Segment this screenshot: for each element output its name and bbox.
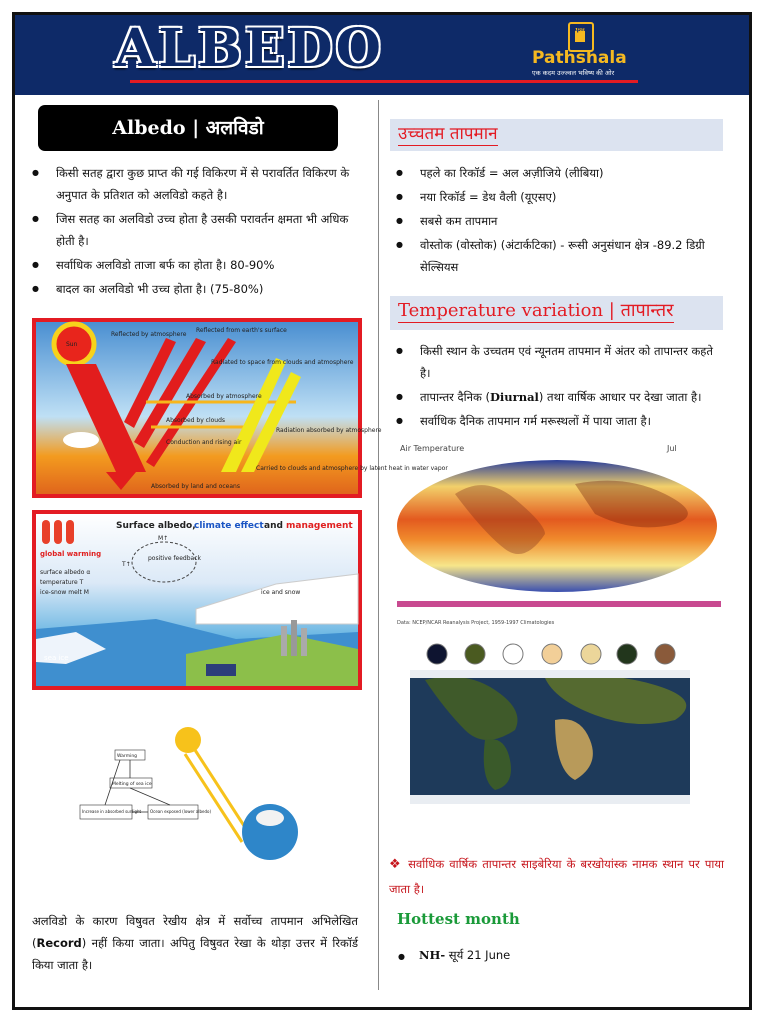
list-item: ● सबसे कम तापमान	[396, 210, 726, 232]
highest-temp-bullet-list	[396, 162, 726, 280]
logo-small-text: Apni	[572, 26, 588, 33]
fig1-label: Radiation absorbed by atmosphere	[276, 427, 382, 434]
albedo-world-map	[405, 640, 695, 805]
swatch-icon	[617, 644, 637, 664]
siberia-note: ❖ सर्वाधिक वार्षिक तापान्तर साइबेरिया के बरखोयांस्क नामक स्थान पर पाया जाता है।	[389, 857, 725, 896]
list-item: ● वोस्तोक (वोस्तोक) (अंटार्कटिका) - रूसी अनुसंधान क्षेत्र -89.2 डिग्री सेल्सियस	[396, 234, 726, 278]
color-scale	[397, 601, 721, 607]
fig3-label: Melting of sea ice	[112, 782, 152, 787]
page-title: ALBEDO	[115, 18, 384, 79]
swatch-icon	[542, 644, 562, 664]
albedo-paragraph: अलविडो के कारण विषुवत रेखीय क्षेत्र में सर्वोच्च तापमान अभिलेखित (Record) नहीं किया जाता। अपितु विषुवत रेखा के थोड़ा उत्तर में रिकॉर्ड किया जाता है।	[32, 914, 358, 972]
logo-tagline: एक कदम उज्ज्वल भविष्य की ओर	[532, 69, 615, 77]
swatch-icon	[655, 644, 675, 664]
fig2-title: and	[264, 521, 283, 531]
fig2-title: management	[286, 521, 353, 531]
thermometer-icon	[42, 520, 50, 544]
albedo-bullet-list	[32, 162, 360, 302]
fig3-label: Ocean exposed (lower albedo)	[150, 809, 212, 814]
thermometer-icon	[54, 520, 62, 544]
fig1-label: Radiated to space from clouds and atmosphere	[211, 359, 354, 366]
fig1-label: Conduction and rising air	[166, 439, 242, 446]
fig3-label: Warming	[117, 754, 138, 759]
fig2-title: climate effect	[194, 521, 264, 531]
diurnal-bold: Diurnal	[489, 390, 539, 404]
list-item: ● किसी सतह द्वारा कुछ प्राप्त की गई विकिरण में से परावर्तित विकिरण के अनुपात के प्रतिशत को अलविडो कहते है।	[32, 162, 360, 206]
map-title: Air Temperature	[400, 444, 465, 453]
air-temperature-map	[395, 442, 725, 632]
surface-albedo-figure	[32, 510, 362, 690]
map-source: Data: NCEP/NCAR Reanalysis Project, 1959-1997 Climatologies	[397, 620, 555, 626]
feedback-loop	[132, 542, 196, 582]
section-heading-highest-temp: उच्चतम तापमान	[390, 119, 723, 151]
fig1-label: Absorbed by atmosphere	[186, 393, 262, 400]
thermometer-icon	[66, 520, 74, 544]
list-item: ● नया रिकॉर्ड = डेथ वैली (यूएसए)	[396, 186, 726, 208]
list-item: ● जिस सतह का अलविडो उच्च होता है उसकी परावर्तन क्षमता भी अधिक होती है।	[32, 208, 360, 252]
nh-bullet: ● NH- सूर्य 21 June	[398, 948, 511, 962]
fig2-label: surface albedo α	[40, 569, 91, 576]
fig3-label: Increase in absorbed sunlight	[82, 809, 142, 814]
temperature-map-graphic	[395, 454, 725, 624]
cloud-icon	[63, 432, 99, 448]
record-bold: Record	[36, 936, 82, 950]
fig1-label: Absorbed by clouds	[166, 417, 226, 424]
map-month: Jul	[667, 444, 677, 453]
fig2-label: positive feedback	[148, 555, 202, 562]
fig2-title: Surface albedo,	[116, 521, 196, 531]
fig1-sun-label: Sun	[66, 341, 78, 348]
fig2-label: M↑	[158, 535, 169, 542]
albedo-map-graphic	[405, 640, 695, 805]
section-heading-temp-variation: Temperature variation | तापान्तर	[390, 296, 723, 330]
brand-logo	[532, 22, 632, 82]
fig2-label: T↑	[122, 561, 131, 568]
swatch-icon	[427, 644, 447, 664]
list-item: ● तापान्तर दैनिक (Diurnal) तथा वार्षिक आधार पर देखा जाता है।	[396, 386, 726, 408]
list-item: ● बादल का अलविडो भी उच्च होता है। (75-80%)	[32, 278, 360, 300]
hottest-month-heading: Hottest month	[397, 910, 520, 928]
fig1-label: Reflected by atmosphere	[111, 331, 187, 338]
list-item: ● सर्वाधिक दैनिक तापमान गर्म मरूस्थलों में पाया जाता है।	[396, 410, 726, 432]
column-divider	[378, 100, 379, 990]
logo-name: Pathshala	[532, 48, 627, 68]
albedo-heading: Albedo | अलविडो	[38, 105, 338, 151]
fig1-label: Reflected from earth's surface	[196, 327, 287, 334]
fig2-label: sea ice	[44, 654, 69, 662]
ice-albedo-feedback-figure	[60, 710, 350, 875]
world-map	[397, 460, 717, 592]
star-bullet-icon: ❖	[389, 857, 403, 872]
fig2-label: ice and snow	[261, 589, 301, 596]
list-item: ● सर्वाधिक अलविडो ताजा बर्फ का होता है। 80-90%	[32, 254, 360, 276]
building-icon	[291, 620, 297, 656]
solar-panel-icon	[206, 664, 236, 676]
building-icon	[301, 628, 307, 656]
surface-albedo-diagram	[36, 514, 358, 686]
temp-variation-bullet-list	[396, 340, 726, 434]
fig2-label: global warming	[40, 550, 102, 558]
fig2-label: ice-snow melt M	[40, 589, 89, 596]
sun-icon	[175, 727, 201, 753]
list-item: ● पहले का रिकॉर्ड = अल अज़ीजिये (लीबिया)	[396, 162, 726, 184]
building-icon	[281, 626, 287, 656]
ice-albedo-diagram	[60, 710, 350, 875]
swatch-icon	[503, 644, 523, 664]
fig1-label: Absorbed by land and oceans	[151, 483, 240, 490]
fig1-label: Carried to clouds and atmosphere by latent heat in water vapor	[256, 465, 448, 472]
fig2-label: temperature T	[40, 579, 84, 586]
swatch-icon	[581, 644, 601, 664]
swatch-icon	[465, 644, 485, 664]
snow-field	[196, 574, 358, 624]
list-item: ● किसी स्थान के उच्चतम एवं न्यूनतम तापमान में अंतर को तापान्तर कहते है।	[396, 340, 726, 384]
